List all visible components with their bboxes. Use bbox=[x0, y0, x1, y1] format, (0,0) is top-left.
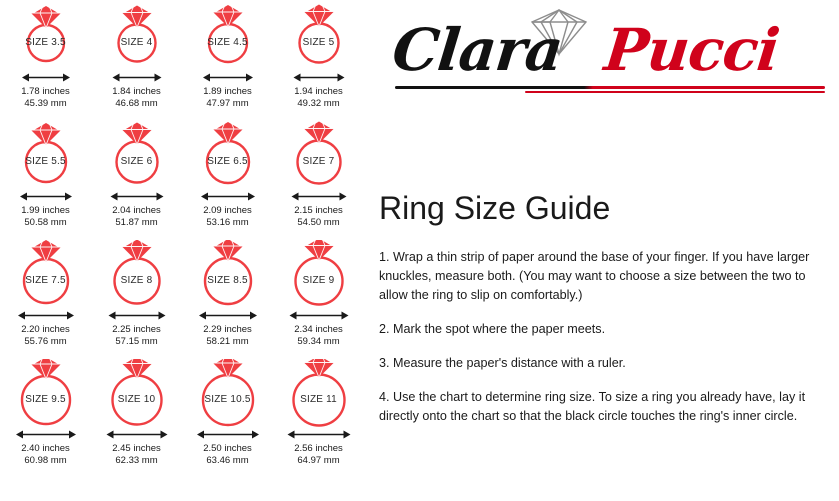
ring-measurements bbox=[21, 324, 70, 347]
ring-inches: 2.20 inches bbox=[21, 324, 70, 335]
ring-size-label: SIZE 7 bbox=[302, 156, 335, 167]
diameter-arrow-icon bbox=[7, 71, 85, 84]
ring-inches: 2.09 inches bbox=[203, 205, 252, 216]
ring-icon bbox=[98, 2, 176, 70]
ring-measurements bbox=[294, 86, 343, 109]
ring-size-cell bbox=[273, 238, 364, 357]
diameter-arrow-icon bbox=[189, 190, 267, 203]
ring-icon bbox=[189, 359, 267, 427]
ring-measurements bbox=[21, 443, 70, 466]
ring-measurements bbox=[112, 324, 161, 347]
ring-millimeters: 58.21 mm bbox=[206, 335, 249, 347]
ring-measurements bbox=[21, 86, 70, 109]
diameter-arrow-icon bbox=[189, 428, 267, 441]
ring-millimeters: 47.97 mm bbox=[206, 97, 249, 109]
brand-name-second: Pucci bbox=[601, 16, 783, 84]
ring-millimeters: 49.32 mm bbox=[297, 97, 340, 109]
instruction-step: 2. Mark the spot where the paper meets. bbox=[379, 322, 606, 336]
ring-measurements bbox=[294, 205, 343, 228]
ring-measurements bbox=[112, 205, 161, 228]
page-title: Ring Size Guide bbox=[379, 190, 611, 226]
ring-icon bbox=[98, 121, 176, 189]
ring-measurements bbox=[203, 443, 252, 466]
ring-size-label: SIZE 9.5 bbox=[25, 394, 66, 405]
ring-size-label: SIZE 3.5 bbox=[25, 37, 66, 48]
ring-size-label: SIZE 6 bbox=[120, 156, 153, 167]
diameter-arrow-icon bbox=[98, 309, 176, 322]
ring-size-label: SIZE 8.5 bbox=[207, 275, 248, 286]
ring-inches: 2.56 inches bbox=[294, 443, 343, 454]
diameter-arrow-icon bbox=[280, 309, 358, 322]
ring-inches: 2.34 inches bbox=[294, 324, 343, 335]
diameter-arrow-icon bbox=[280, 190, 358, 203]
chart-row bbox=[0, 0, 365, 119]
ring-inches: 2.29 inches bbox=[203, 324, 252, 335]
ring-icon bbox=[7, 240, 85, 308]
ring-size-label: SIZE 5 bbox=[302, 37, 335, 48]
ring-size-label: SIZE 5.5 bbox=[25, 156, 66, 167]
ring-measurements bbox=[203, 205, 252, 228]
ring-icon bbox=[98, 359, 176, 427]
ring-size-cell bbox=[273, 119, 364, 238]
ring-inches: 1.99 inches bbox=[21, 205, 70, 216]
instruction-step: 3. Measure the paper's distance with a ruler. bbox=[379, 356, 626, 370]
ring-icon bbox=[280, 359, 358, 427]
ring-inches: 2.50 inches bbox=[203, 443, 252, 454]
ring-measurements bbox=[112, 443, 161, 466]
ring-measurements bbox=[203, 324, 252, 347]
ring-icon bbox=[98, 240, 176, 308]
ring-size-chart bbox=[0, 0, 365, 501]
ring-millimeters: 50.58 mm bbox=[24, 216, 67, 228]
ring-inches: 1.94 inches bbox=[294, 86, 343, 97]
instruction-step: 1. Wrap a thin strip of paper around the base of your finger. If you have larger knuckles, measure both. (You may want to choose a size between the two to allow the ring to slip on comfortably.) bbox=[379, 250, 810, 302]
ring-measurements bbox=[21, 205, 70, 228]
ring-millimeters: 46.68 mm bbox=[115, 97, 158, 109]
ring-size-label: SIZE 11 bbox=[300, 394, 337, 405]
diameter-arrow-icon bbox=[7, 428, 85, 441]
ring-size-cell bbox=[91, 357, 182, 476]
ring-size-cell bbox=[273, 0, 364, 119]
ring-measurements bbox=[203, 86, 252, 109]
chart-row bbox=[0, 357, 365, 476]
ring-inches: 1.84 inches bbox=[112, 86, 161, 97]
ring-size-label: SIZE 8 bbox=[120, 275, 153, 286]
ring-size-cell bbox=[0, 238, 91, 357]
diameter-arrow-icon bbox=[7, 190, 85, 203]
ring-size-cell bbox=[0, 0, 91, 119]
logo-underline-accent bbox=[525, 91, 825, 93]
ring-size-cell bbox=[182, 238, 273, 357]
ring-measurements bbox=[294, 443, 343, 466]
ring-icon bbox=[7, 359, 85, 427]
diameter-arrow-icon bbox=[7, 309, 85, 322]
ring-size-label: SIZE 4.5 bbox=[207, 37, 248, 48]
ring-size-label: SIZE 9 bbox=[302, 275, 335, 286]
ring-icon bbox=[280, 121, 358, 189]
diameter-arrow-icon bbox=[280, 428, 358, 441]
ring-inches: 2.04 inches bbox=[112, 205, 161, 216]
ring-inches: 2.45 inches bbox=[112, 443, 161, 454]
ring-measurements bbox=[294, 324, 343, 347]
ring-size-label: SIZE 10 bbox=[117, 394, 156, 405]
ring-size-label: SIZE 4 bbox=[120, 37, 153, 48]
ring-icon bbox=[189, 2, 267, 70]
ring-size-cell bbox=[91, 238, 182, 357]
ring-icon bbox=[7, 2, 85, 70]
ring-millimeters: 57.15 mm bbox=[115, 335, 158, 347]
instruction-steps bbox=[379, 248, 825, 441]
ring-size-label: SIZE 10.5 bbox=[204, 394, 251, 405]
brand-logo bbox=[375, 2, 839, 98]
ring-inches: 1.78 inches bbox=[21, 86, 70, 97]
ring-millimeters: 55.76 mm bbox=[24, 335, 67, 347]
ring-millimeters: 63.46 mm bbox=[206, 454, 249, 466]
ring-size-cell bbox=[182, 357, 273, 476]
ring-size-cell bbox=[91, 119, 182, 238]
guide-panel bbox=[365, 0, 839, 501]
instruction-step: 4. Use the chart to determine ring size. To size a ring you already have, lay it directly onto the chart so that the black circle touches the ring's inner circle. bbox=[379, 390, 806, 423]
ring-size-label: SIZE 7.5 bbox=[25, 275, 66, 286]
ring-size-cell bbox=[273, 357, 364, 476]
chart-row bbox=[0, 238, 365, 357]
logo-underline bbox=[395, 86, 825, 89]
ring-size-cell bbox=[0, 357, 91, 476]
ring-size-cell bbox=[0, 119, 91, 238]
ring-millimeters: 45.39 mm bbox=[24, 97, 67, 109]
ring-size-cell bbox=[182, 119, 273, 238]
diameter-arrow-icon bbox=[98, 71, 176, 84]
diameter-arrow-icon bbox=[189, 71, 267, 84]
ring-inches: 2.40 inches bbox=[21, 443, 70, 454]
ring-inches: 2.25 inches bbox=[112, 324, 161, 335]
diameter-arrow-icon bbox=[98, 190, 176, 203]
ring-inches: 2.15 inches bbox=[294, 205, 343, 216]
diameter-arrow-icon bbox=[280, 71, 358, 84]
ring-measurements bbox=[112, 86, 161, 109]
ring-millimeters: 59.34 mm bbox=[297, 335, 340, 347]
ring-millimeters: 62.33 mm bbox=[115, 454, 158, 466]
ring-icon bbox=[7, 121, 85, 189]
ring-millimeters: 60.98 mm bbox=[24, 454, 67, 466]
ring-icon bbox=[280, 2, 358, 70]
ring-icon bbox=[280, 240, 358, 308]
ring-millimeters: 54.50 mm bbox=[297, 216, 340, 228]
ring-icon bbox=[189, 121, 267, 189]
ring-inches: 1.89 inches bbox=[203, 86, 252, 97]
ring-millimeters: 64.97 mm bbox=[297, 454, 340, 466]
diameter-arrow-icon bbox=[189, 309, 267, 322]
ring-icon bbox=[189, 240, 267, 308]
ring-millimeters: 51.87 mm bbox=[115, 216, 158, 228]
brand-name-first: Clara bbox=[389, 16, 566, 84]
ring-size-cell bbox=[91, 0, 182, 119]
chart-row bbox=[0, 119, 365, 238]
ring-size-cell bbox=[182, 0, 273, 119]
ring-size-label: SIZE 6.5 bbox=[207, 156, 248, 167]
diameter-arrow-icon bbox=[98, 428, 176, 441]
ring-millimeters: 53.16 mm bbox=[206, 216, 249, 228]
